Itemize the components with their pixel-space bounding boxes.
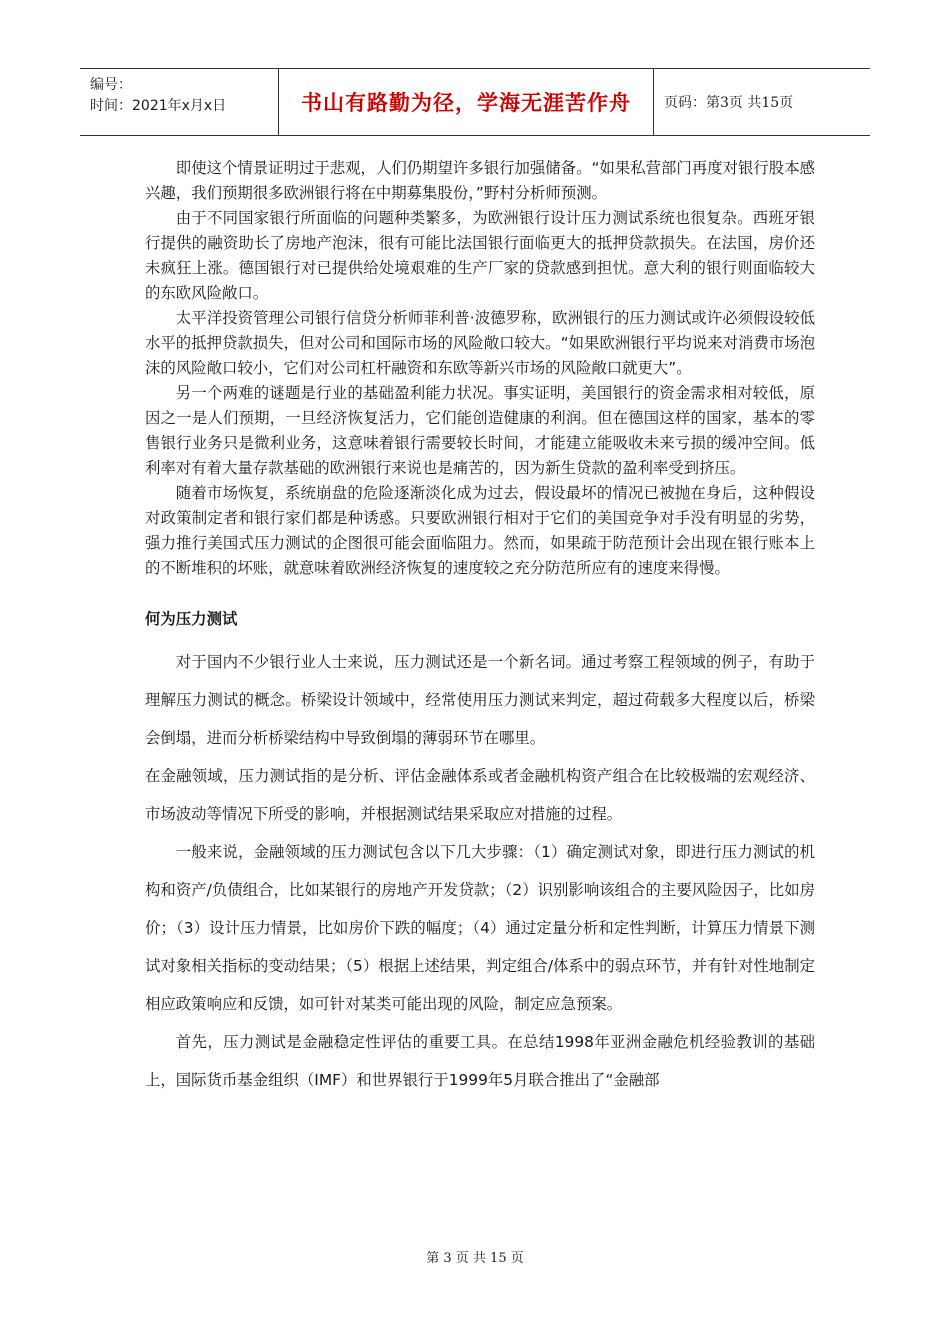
header-meta [80, 69, 278, 135]
page-footer: 第 3 页 共 15 页 [426, 1251, 524, 1266]
document-time-label: 时间：2021年x月x日 [90, 98, 227, 114]
header-page-number: 页码：第3页 共15页 [664, 95, 794, 111]
body-paragraph: 另一个两难的谜题是行业的基础盈利能力状况。事实证明，美国银行的资金需求相对较低，原因之一是人们预期，一旦经济恢复活力，它们能创造健康的利润。但在德国这样的国家，基本的零售银行业务只是微利业务，这意味着银行需要较长时间，才能建立能吸收未来亏损的缓冲空间。低利率对有着大量存款基础的欧洲银行来说也是痛苦的，因为新生贷款的盈利率受到挤压。 [145, 384, 815, 477]
body-paragraph: 在金融领域，压力测试指的是分析、评估金融体系或者金融机构资产组合在比较极端的宏观经济、市场波动等情况下所受的影响，并根据测试结果采取应对措施的过程。 [145, 767, 815, 823]
body-paragraph: 随着市场恢复，系统崩盘的危险逐渐淡化成为过去，假设最坏的情况已被抛在身后，这种假设对政策制定者和银行家们都是种诱惑。只要欧洲银行相对于它们的美国竞争对手没有明显的劣势，强力推行美国式压力测试的企图很可能会面临阻力。然而，如果疏于防范预计会出现在银行账本上的不断堆积的坏账，就意味着欧洲经济恢复的速度较之充分防范所应有的速度来得慢。 [145, 484, 815, 577]
document-number-label: 编号： [90, 77, 132, 93]
body-paragraph: 由于不同国家银行所面临的问题种类繁多，为欧洲银行设计压力测试系统也很复杂。西班牙银行提供的融资助长了房地产泡沫，很有可能比法国银行面临更大的抵押贷款损失。在法国，房价还未疯狂上涨。德国银行对已提供给处境艰难的生产厂家的贷款感到担忧。意大利的银行则面临较大的东欧风险敞口。 [145, 209, 815, 302]
body-paragraph: 即使这个情景证明过于悲观，人们仍期望许多银行加强储备。“如果私营部门再度对银行股本感兴趣，我们预期很多欧洲银行将在中期募集股份，”野村分析师预测。 [145, 159, 815, 202]
page-header [80, 68, 870, 136]
document-body [145, 156, 815, 1099]
body-paragraph: 太平洋投资管理公司银行信贷分析师菲利普·波德罗称，欧洲银行的压力测试或许必须假设较低水平的抵押贷款损失，但对公司和国际市场的风险敞口较大。“如果欧洲银行平均说来对消费市场泡沫的风险敞口较小，它们对公司杠杆融资和东欧等新兴市场的风险敞口就更大”。 [145, 309, 815, 377]
body-paragraph: 一般来说，金融领域的压力测试包含以下几大步骤：（1）确定测试对象，即进行压力测试的机构和资产/负债组合，比如某银行的房地产开发贷款；（2）识别影响该组合的主要风险因子，比如房价；（3）设计压力情景，比如房价下跌的幅度；（4）通过定量分析和定性判断，计算压力情景下测试对象相关指标的变动结果；（5）根据上述结果，判定组合/体系中的弱点环节，并有针对性地制定相应政策响应和反馈，如可针对某类可能出现的风险，制定应急预案。 [145, 843, 815, 1013]
header-motto: 书山有路勤为径，学海无涯苦作舟 [278, 69, 654, 135]
body-paragraph: 首先，压力测试是金融稳定性评估的重要工具。在总结1998年亚洲金融危机经验教训的基础上，国际货币基金组织（IMF）和世界银行于1999年5月联合推出了“金融部 [145, 1033, 815, 1089]
body-paragraph: 对于国内不少银行业人士来说，压力测试还是一个新名词。通过考察工程领域的例子，有助于理解压力测试的概念。桥梁设计领域中，经常使用压力测试来判定，超过荷载多大程度以后，桥梁会倒塌，进而分析桥梁结构中导致倒塌的薄弱环节在哪里。 [145, 653, 815, 747]
section-heading: 何为压力测试 [145, 610, 238, 628]
